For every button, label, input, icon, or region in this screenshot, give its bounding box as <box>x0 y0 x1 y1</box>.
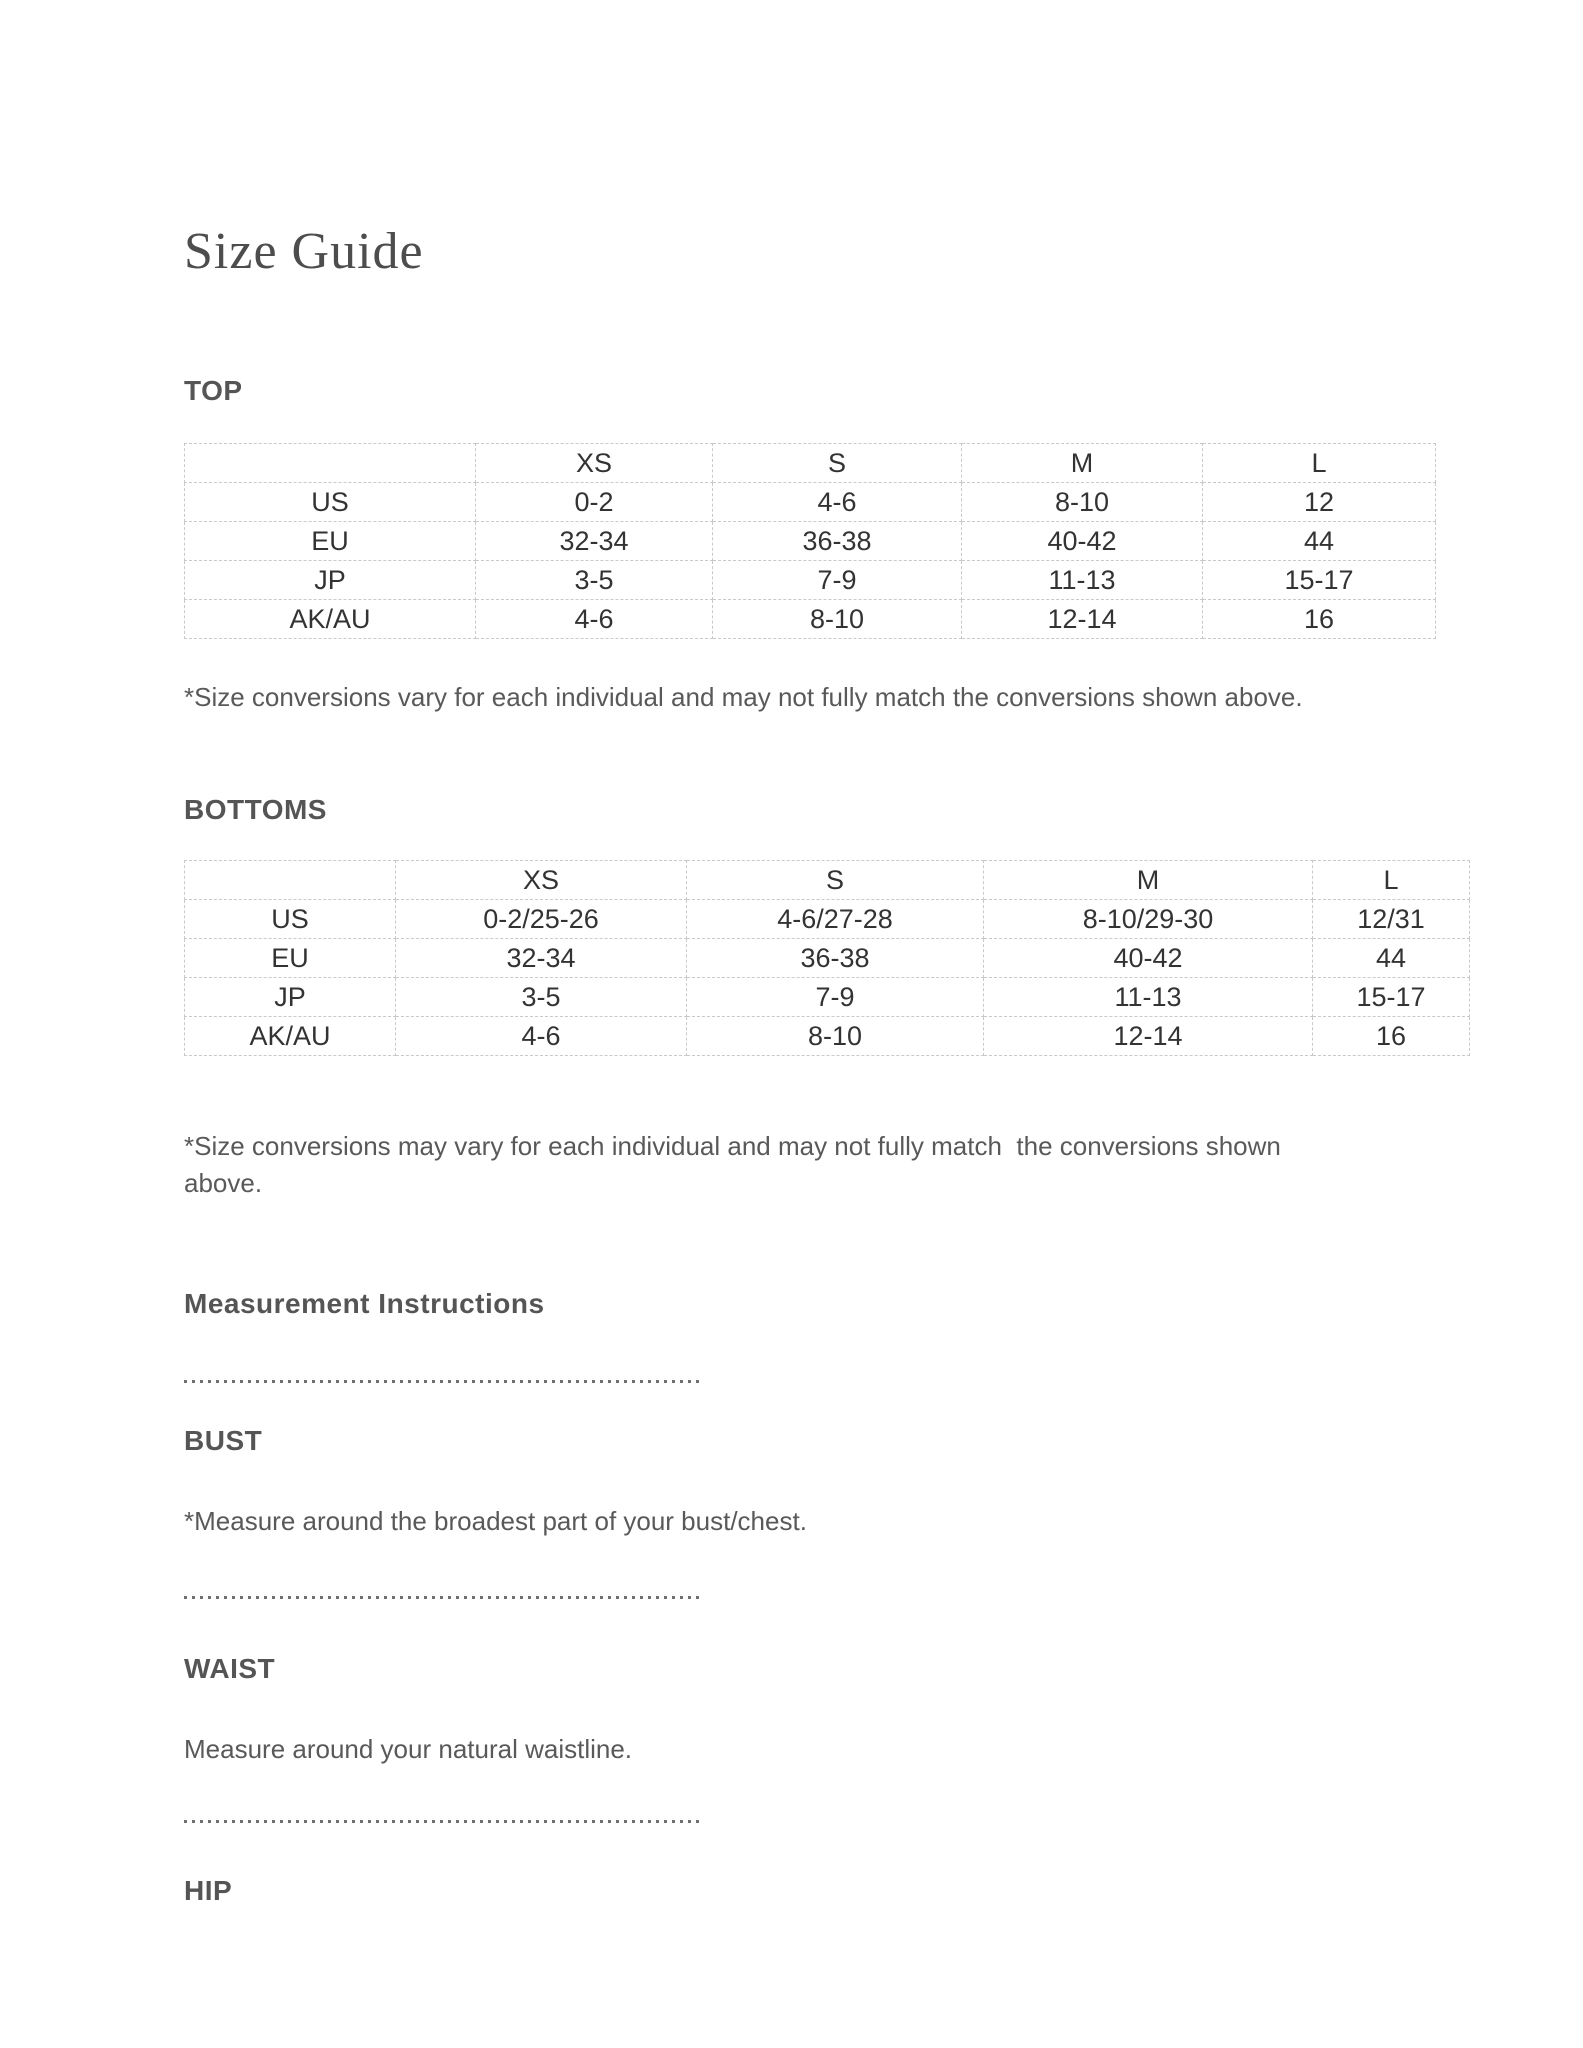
region-row-label: US <box>185 483 476 522</box>
size-value: 8-10 <box>687 1017 984 1056</box>
bottoms-size-note-line-1: *Size conversions may vary for each individual and may not fully match the conversions shown <box>184 1131 1281 1161</box>
size-value: 15-17 <box>1203 561 1436 600</box>
table-header-row <box>185 861 1470 900</box>
size-value: 12-14 <box>962 600 1203 639</box>
size-value: 44 <box>1203 522 1436 561</box>
size-value: 4-6/27-28 <box>687 900 984 939</box>
waist-heading: WAIST <box>184 1653 276 1684</box>
table-row <box>185 522 1436 561</box>
size-value: 7-9 <box>687 978 984 1017</box>
table-header-row <box>185 444 1436 483</box>
size-value: 40-42 <box>962 522 1203 561</box>
size-value: 4-6 <box>476 600 713 639</box>
top-size-note: *Size conversions vary for each individual and may not fully match the conversions shown above. <box>184 682 1303 712</box>
size-col-header: M <box>962 444 1203 483</box>
measurement-instructions-heading: Measurement Instructions <box>184 1288 545 1319</box>
size-value: 11-13 <box>984 978 1313 1017</box>
size-value: 0-2/25-26 <box>396 900 687 939</box>
size-value: 3-5 <box>396 978 687 1017</box>
size-value: 8-10 <box>713 600 962 639</box>
size-col-header: XS <box>476 444 713 483</box>
size-value: 11-13 <box>962 561 1203 600</box>
corner-cell <box>185 444 476 483</box>
bottoms-size-note-line-2: above. <box>184 1168 263 1198</box>
size-col-header: L <box>1313 861 1470 900</box>
size-value: 16 <box>1203 600 1436 639</box>
size-value: 40-42 <box>984 939 1313 978</box>
dotted-divider <box>184 1820 700 1823</box>
size-value: 12/31 <box>1313 900 1470 939</box>
size-value: 8-10/29-30 <box>984 900 1313 939</box>
dotted-divider <box>184 1596 700 1599</box>
region-row-label: JP <box>185 561 476 600</box>
size-value: 36-38 <box>687 939 984 978</box>
region-row-label: AK/AU <box>185 600 476 639</box>
size-value: 36-38 <box>713 522 962 561</box>
size-col-header: L <box>1203 444 1436 483</box>
region-row-label: JP <box>185 978 396 1017</box>
region-row-label: US <box>185 900 396 939</box>
table-row <box>185 939 1470 978</box>
size-value: 7-9 <box>713 561 962 600</box>
size-value: 44 <box>1313 939 1470 978</box>
size-value: 0-2 <box>476 483 713 522</box>
bottoms-size-note <box>184 1128 1454 1202</box>
size-col-header: S <box>687 861 984 900</box>
corner-cell <box>185 861 396 900</box>
table-row <box>185 1017 1470 1056</box>
size-value: 16 <box>1313 1017 1470 1056</box>
size-value: 15-17 <box>1313 978 1470 1017</box>
table-row <box>185 900 1470 939</box>
top-size-table <box>184 443 1436 639</box>
region-row-label: EU <box>185 522 476 561</box>
table-row <box>185 483 1436 522</box>
size-value: 32-34 <box>476 522 713 561</box>
bottoms-section-heading: BOTTOMS <box>184 794 327 825</box>
bust-instruction-text: *Measure around the broadest part of your bust/chest. <box>184 1506 807 1536</box>
size-col-header: S <box>713 444 962 483</box>
size-value: 3-5 <box>476 561 713 600</box>
size-value: 4-6 <box>396 1017 687 1056</box>
region-row-label: AK/AU <box>185 1017 396 1056</box>
size-value: 12 <box>1203 483 1436 522</box>
size-col-header: XS <box>396 861 687 900</box>
table-row <box>185 600 1436 639</box>
bust-heading: BUST <box>184 1425 263 1456</box>
page-title: Size Guide <box>184 223 424 280</box>
hip-heading: HIP <box>184 1875 233 1906</box>
bottoms-size-table <box>184 860 1470 1056</box>
size-value: 32-34 <box>396 939 687 978</box>
size-col-header: M <box>984 861 1313 900</box>
table-row <box>185 561 1436 600</box>
size-value: 8-10 <box>962 483 1203 522</box>
table-row <box>185 978 1470 1017</box>
dotted-divider <box>184 1380 700 1383</box>
size-value: 12-14 <box>984 1017 1313 1056</box>
waist-instruction-text: Measure around your natural waistline. <box>184 1734 633 1764</box>
size-value: 4-6 <box>713 483 962 522</box>
top-section-heading: TOP <box>184 375 243 406</box>
region-row-label: EU <box>185 939 396 978</box>
